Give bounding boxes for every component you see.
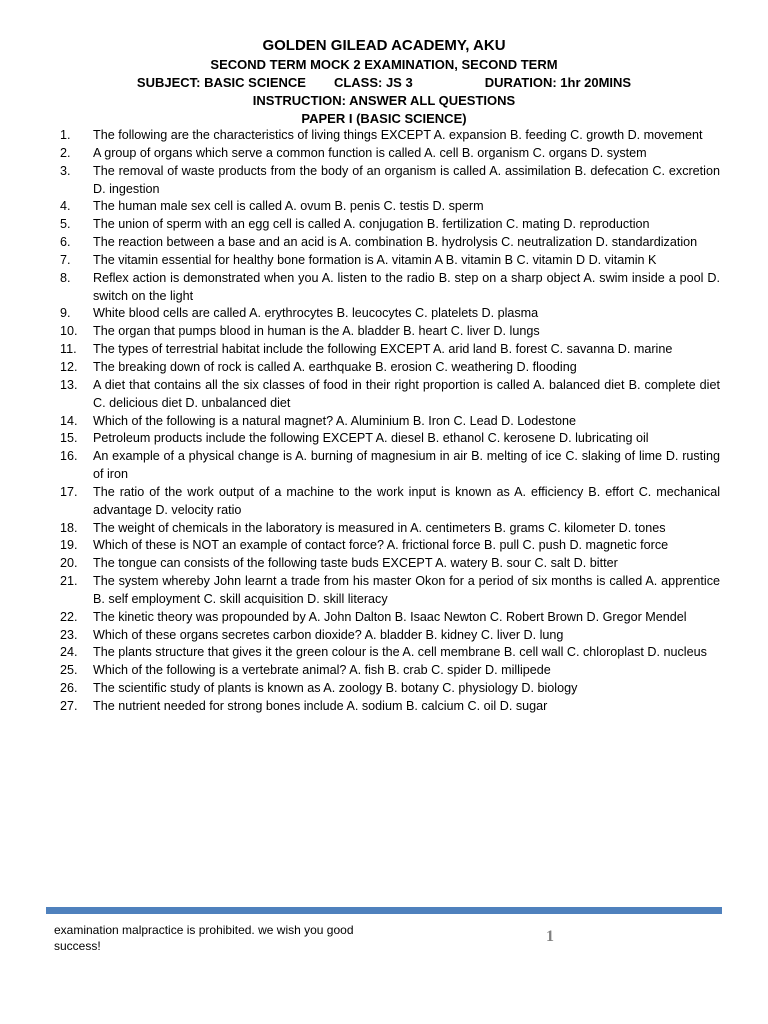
question-number: 26. [60, 681, 78, 696]
question-list [60, 127, 720, 716]
question-item [60, 305, 720, 323]
question-text: The following are the characteristics of living things EXCEPT A. expansion B. feeding C. growth D. movement [93, 128, 703, 142]
question-text: The types of terrestrial habitat include the following EXCEPT A. arid land B. forest C. savanna D. marine [93, 342, 673, 357]
question-number: 24. [60, 645, 78, 660]
question-number: 21. [60, 574, 78, 589]
question-text: A diet that contains all the six classes of food in their right proportion is called A. balanced diet B. complete diet C. delicious diet D. unbalanced diet [93, 377, 720, 410]
instruction: INSTRUCTION: ANSWER ALL QUESTIONS [252, 93, 516, 108]
question-text: The kinetic theory was propounded by A. John Dalton B. Isaac Newton C. Robert Brown D. Gregor Mendel [93, 609, 687, 624]
question-number: 15. [60, 431, 78, 446]
question-item [60, 252, 720, 270]
question-item [60, 145, 720, 163]
question-number: 2. [60, 145, 71, 160]
question-item [60, 359, 720, 377]
question-number: 7. [60, 252, 71, 267]
question-item [60, 555, 720, 573]
question-text: Which of the following is a natural magnet? A. Aluminium B. Iron C. Lead D. Lodestone [93, 413, 577, 428]
question-number: 14. [60, 413, 78, 428]
question-item [60, 323, 720, 341]
question-text: The weight of chemicals in the laboratory is measured in A. centimeters B. grams C. kilometer D. tones [93, 520, 666, 535]
question-number: 23. [60, 627, 78, 642]
question-item [60, 609, 720, 627]
question-text: The human male sex cell is called A. ovum B. penis C. testis D. sperm [93, 199, 484, 214]
question-number: 10. [60, 324, 78, 339]
question-number: 27. [60, 699, 78, 713]
question-number: 18. [60, 520, 78, 535]
question-text: The system whereby John learnt a trade from his master Okon for a period of six months is called A. apprentice B. self employment C. skill acquisition D. skill literacy [93, 574, 720, 606]
question-text: The scientific study of plants is known as A. zoology B. botany C. physiology D. biology [93, 681, 578, 696]
question-text: The reaction between a base and an acid is A. combination B. hydrolysis C. neutralization D. standardization [93, 235, 698, 250]
question-item [60, 270, 720, 306]
subject-line [0, 74, 768, 92]
exam-title: SECOND TERM MOCK 2 EXAMINATION, SECOND TERM [210, 57, 558, 72]
question-text: The plants structure that gives it the green colour is the A. cell membrane B. cell wall C. chloroplast D. nucleus [93, 645, 707, 660]
question-text: The vitamin essential for healthy bone formation is A. vitamin A B. vitamin B C. vitamin D D. vitamin K [93, 252, 657, 267]
question-number: 6. [60, 235, 71, 250]
question-text: The organ that pumps blood in human is the A. bladder B. heart C. liver D. lungs [93, 324, 540, 339]
question-item [60, 377, 720, 413]
question-item [60, 520, 720, 538]
question-number: 17. [60, 484, 78, 499]
question-number: 11. [60, 342, 77, 357]
question-item [60, 198, 720, 216]
question-item [60, 413, 720, 431]
question-number: 9. [60, 306, 71, 321]
question-item [60, 484, 720, 520]
subject-label: SUBJECT: BASIC SCIENCE [136, 75, 306, 90]
question-number: 16. [60, 449, 78, 464]
question-item [60, 573, 720, 609]
question-text: Which of the following is a vertebrate animal? A. fish B. crab C. spider D. millipede [93, 663, 551, 678]
school-name: GOLDEN GILEAD ACADEMY, AKU [262, 37, 506, 54]
question-item [60, 662, 720, 680]
question-item [60, 234, 720, 252]
question-text: The removal of waste products from the body of an organism is called A. assimilation B. defecation C. excretion D. ingestion [93, 163, 720, 196]
question-number: 5. [60, 217, 71, 232]
question-text: An example of a physical change is A. burning of magnesium in air B. melting of ice C. slaking of lime D. rusting of iron [93, 449, 720, 482]
question-number: 22. [60, 609, 78, 624]
question-item [60, 627, 720, 645]
question-item [60, 680, 720, 698]
question-item [60, 644, 720, 662]
question-item [60, 537, 720, 555]
question-text: The ratio of the work output of a machine to the work input is known as A. efficiency B. effort C. mechanical advantage D. velocity ratio [93, 484, 720, 517]
question-number: 19. [60, 538, 78, 553]
question-number: 25. [60, 663, 78, 678]
question-item [60, 127, 720, 145]
duration-label: DURATION: 1hr 20MINS [484, 75, 632, 90]
class-label: CLASS: JS 3 [333, 75, 413, 90]
question-text: The breaking down of rock is called A. earthquake B. erosion C. weathering D. flooding [93, 359, 577, 374]
question-text: Which of these is NOT an example of contact force? A. frictional force B. pull C. push D. magnetic force [93, 538, 669, 553]
question-number: 12. [60, 359, 78, 374]
footer-note: examination malpractice is prohibited. we wish you good success! [54, 923, 354, 953]
exam-header [0, 36, 768, 128]
question-number: 8. [60, 270, 71, 285]
question-text: The nutrient needed for strong bones include A. sodium B. calcium C. oil D. sugar [93, 699, 548, 713]
question-text: Reflex action is demonstrated when you A. listen to the radio B. step on a sharp object A. swim inside a pool D. switch on the light [93, 270, 720, 303]
question-text: The tongue can consists of the following taste buds EXCEPT A. watery B. sour C. salt D. bitter [93, 556, 618, 571]
footer-divider [46, 907, 722, 914]
question-number: 3. [60, 163, 71, 178]
page-number: 1 [546, 928, 554, 945]
question-text: The union of sperm with an egg cell is called A. conjugation B. fertilization C. mating D. reproduction [93, 217, 650, 232]
question-item [60, 430, 720, 448]
question-number: 13. [60, 377, 78, 392]
question-text: A group of organs which serve a common function is called A. cell B. organism C. organs D. system [93, 145, 647, 160]
paper-title: PAPER I (BASIC SCIENCE) [301, 111, 467, 126]
question-item [60, 341, 720, 359]
question-number: 1. [60, 128, 71, 142]
question-item [60, 448, 720, 484]
question-text: White blood cells are called A. erythrocytes B. leucocytes C. platelets D. plasma [93, 306, 539, 321]
question-item [60, 698, 720, 716]
question-number: 20. [60, 556, 78, 571]
question-item [60, 163, 720, 199]
question-item [60, 216, 720, 234]
question-text: Petroleum products include the following EXCEPT A. diesel B. ethanol C. kerosene D. lubricating oil [93, 431, 649, 446]
question-text: Which of these organs secretes carbon dioxide? A. bladder B. kidney C. liver D. lung [93, 627, 564, 642]
question-number: 4. [60, 199, 71, 214]
